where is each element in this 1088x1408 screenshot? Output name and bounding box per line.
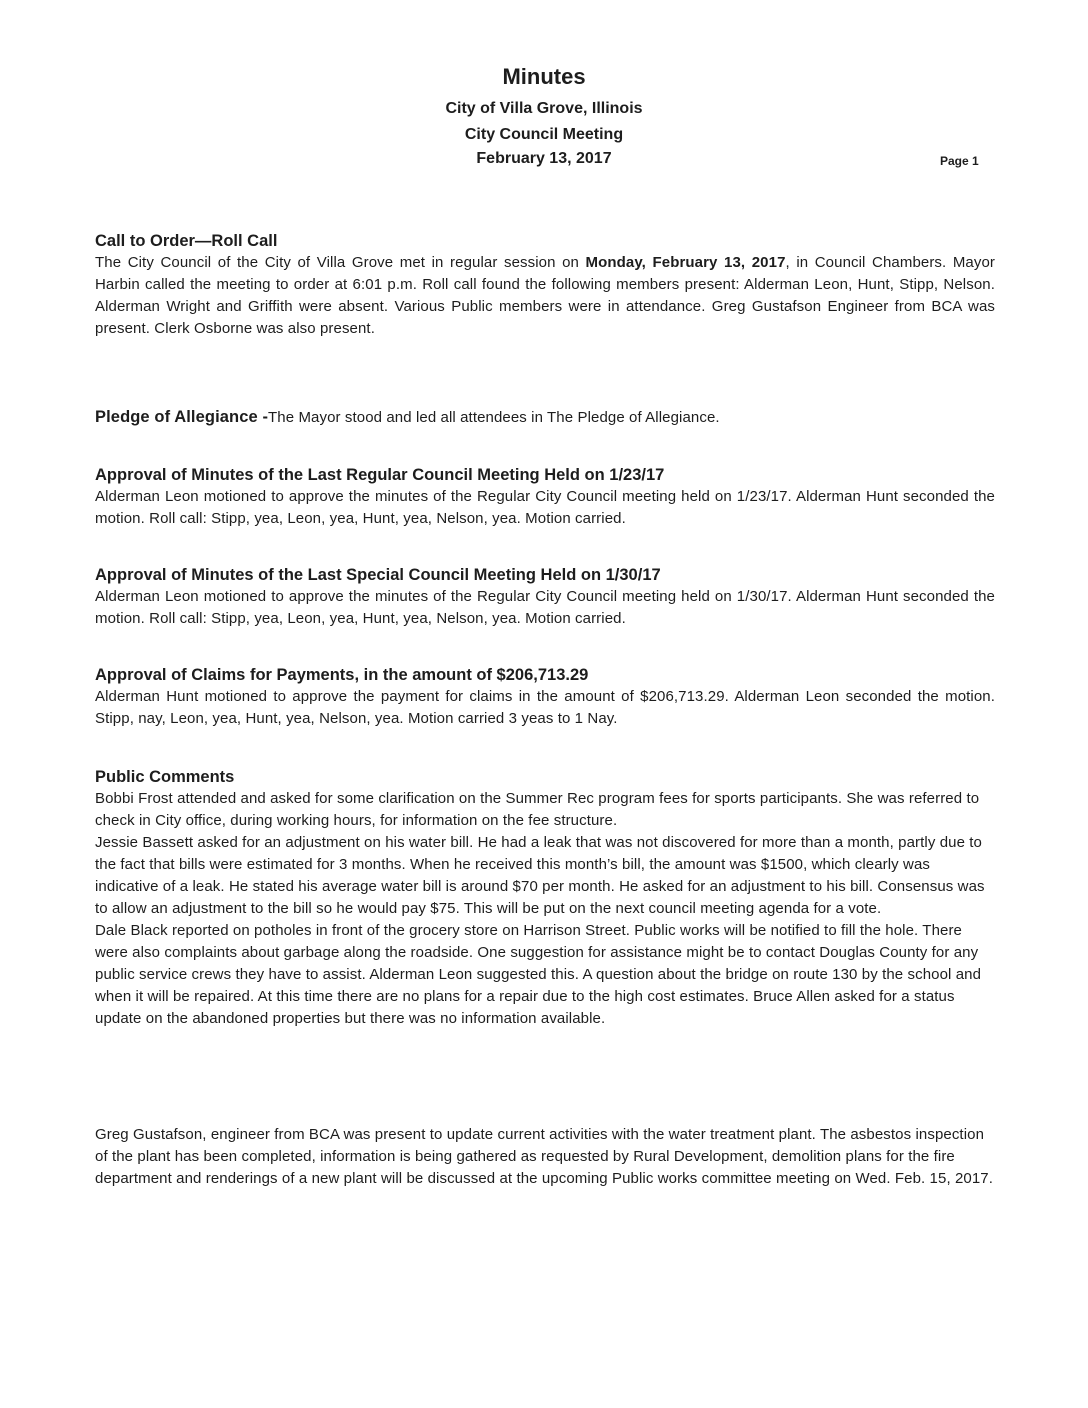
meeting-date-bold: Monday, February 13, 2017 bbox=[585, 254, 786, 271]
section-body: Alderman Hunt motioned to approve the payment for claims in the amount of $206,713.29. Alderman Leon seconded the motion. Stipp, nay, Leon, yea, Hunt, yea, Nelson, yea. Motion carried 3 yeas to 1 Nay. bbox=[95, 688, 995, 727]
section-body: Alderman Leon motioned to approve the minutes of the Regular City Council meeting held on 1/30/17. Alderman Hunt seconded the motion. Roll call: Stipp, yea, Leon, yea, Hunt, yea, Nelson, yea. Motion carried. bbox=[95, 588, 995, 627]
section-pledge bbox=[95, 406, 995, 429]
section-title: Approval of Minutes of the Last Regular Council Meeting Held on 1/23/17 bbox=[95, 466, 665, 484]
section-special-minutes bbox=[95, 564, 995, 630]
body-text: The City Council of the City of Villa Grove met in regular session on bbox=[95, 254, 586, 271]
comment-paragraph: Bobbi Frost attended and asked for some clarification on the Summer Rec program fees for sports participants. She was referred to check in City office, during working hours, for information on the fee structure. bbox=[95, 790, 980, 829]
section-body bbox=[95, 252, 995, 340]
section-title: Call to Order—Roll Call bbox=[95, 232, 278, 250]
section-body bbox=[95, 406, 995, 429]
body-text: , in Council Chambers. Mayor Harbin called the meeting to order at 6:01 p.m. Roll call found the following members present: Alderman Leon, Hunt, Stipp, Nelson. Alderman Wright and Griffith were absent. Various Public members were in attendance. Greg Gustafson Engineer from BCA was present. Clerk Osborne was also present. bbox=[95, 254, 996, 337]
body-text: The Mayor stood and led all attendees in The Pledge of Allegiance. bbox=[268, 409, 720, 426]
section-engineer-update bbox=[95, 1124, 995, 1190]
meeting-type: City Council Meeting bbox=[464, 126, 624, 143]
section-call-to-order bbox=[95, 230, 995, 340]
section-claims bbox=[95, 664, 995, 730]
comment-paragraph: Greg Gustafson, engineer from BCA was present to update current activities with the water treatment plant. The asbestos inspection of the plant has been completed, information is being gathered as requested by Rural Development, demolition plans for the fire department and renderings of a new plant will be discussed at the upcoming Public works committee meeting on Wed. Feb. 15, 2017. bbox=[95, 1126, 994, 1187]
city-name: City of Villa Grove, Illinois bbox=[445, 100, 643, 117]
comment-paragraph: Dale Black reported on potholes in front of the grocery store on Harrison Street. Public works will be notified to fill the hole. There were also complaints about garbage along the roadside. One suggestion for assistance might be to contact Douglas County for any public service crews they have to assist. Alderman Leon suggested this. A question about the bridge on route 130 by the school and when it will be repaired. At this time there are no plans for a repair due to the high cost estimates. Bruce Allen asked for a status update on the abandoned properties but there was no information available. bbox=[95, 922, 982, 1027]
section-public-comments bbox=[95, 766, 995, 1030]
section-body: Alderman Leon motioned to approve the minutes of the Regular City Council meeting held on 1/23/17. Alderman Hunt seconded the motion. Roll call: Stipp, yea, Leon, yea, Hunt, yea, Nelson, yea. Motion carried. bbox=[95, 488, 995, 527]
meeting-date: February 13, 2017 bbox=[476, 150, 612, 167]
section-title: Approval of Claims for Payments, in the amount of $206,713.29 bbox=[95, 666, 589, 684]
comment-paragraph: Jessie Bassett asked for an adjustment on his water bill. He had a leak that was not discovered for more than a month, partly due to the fact that bills were estimated for 3 months. When he received this month’s bill, the amount was $1500, which clearly was indicative of a leak. He stated his average water bill is around $70 per month. He asked for an adjustment to his bill. Consensus was to allow an adjustment to the bill so he would pay $75. This will be put on the next council meeting agenda for a vote. bbox=[95, 834, 985, 917]
section-title: Approval of Minutes of the Last Special Council Meeting Held on 1/30/17 bbox=[95, 566, 661, 584]
page-number: Page 1 bbox=[940, 154, 979, 168]
section-regular-minutes bbox=[95, 464, 995, 530]
section-title: Pledge of Allegiance - bbox=[95, 408, 269, 426]
section-title: Public Comments bbox=[95, 768, 235, 786]
document-title: Minutes bbox=[502, 64, 586, 89]
